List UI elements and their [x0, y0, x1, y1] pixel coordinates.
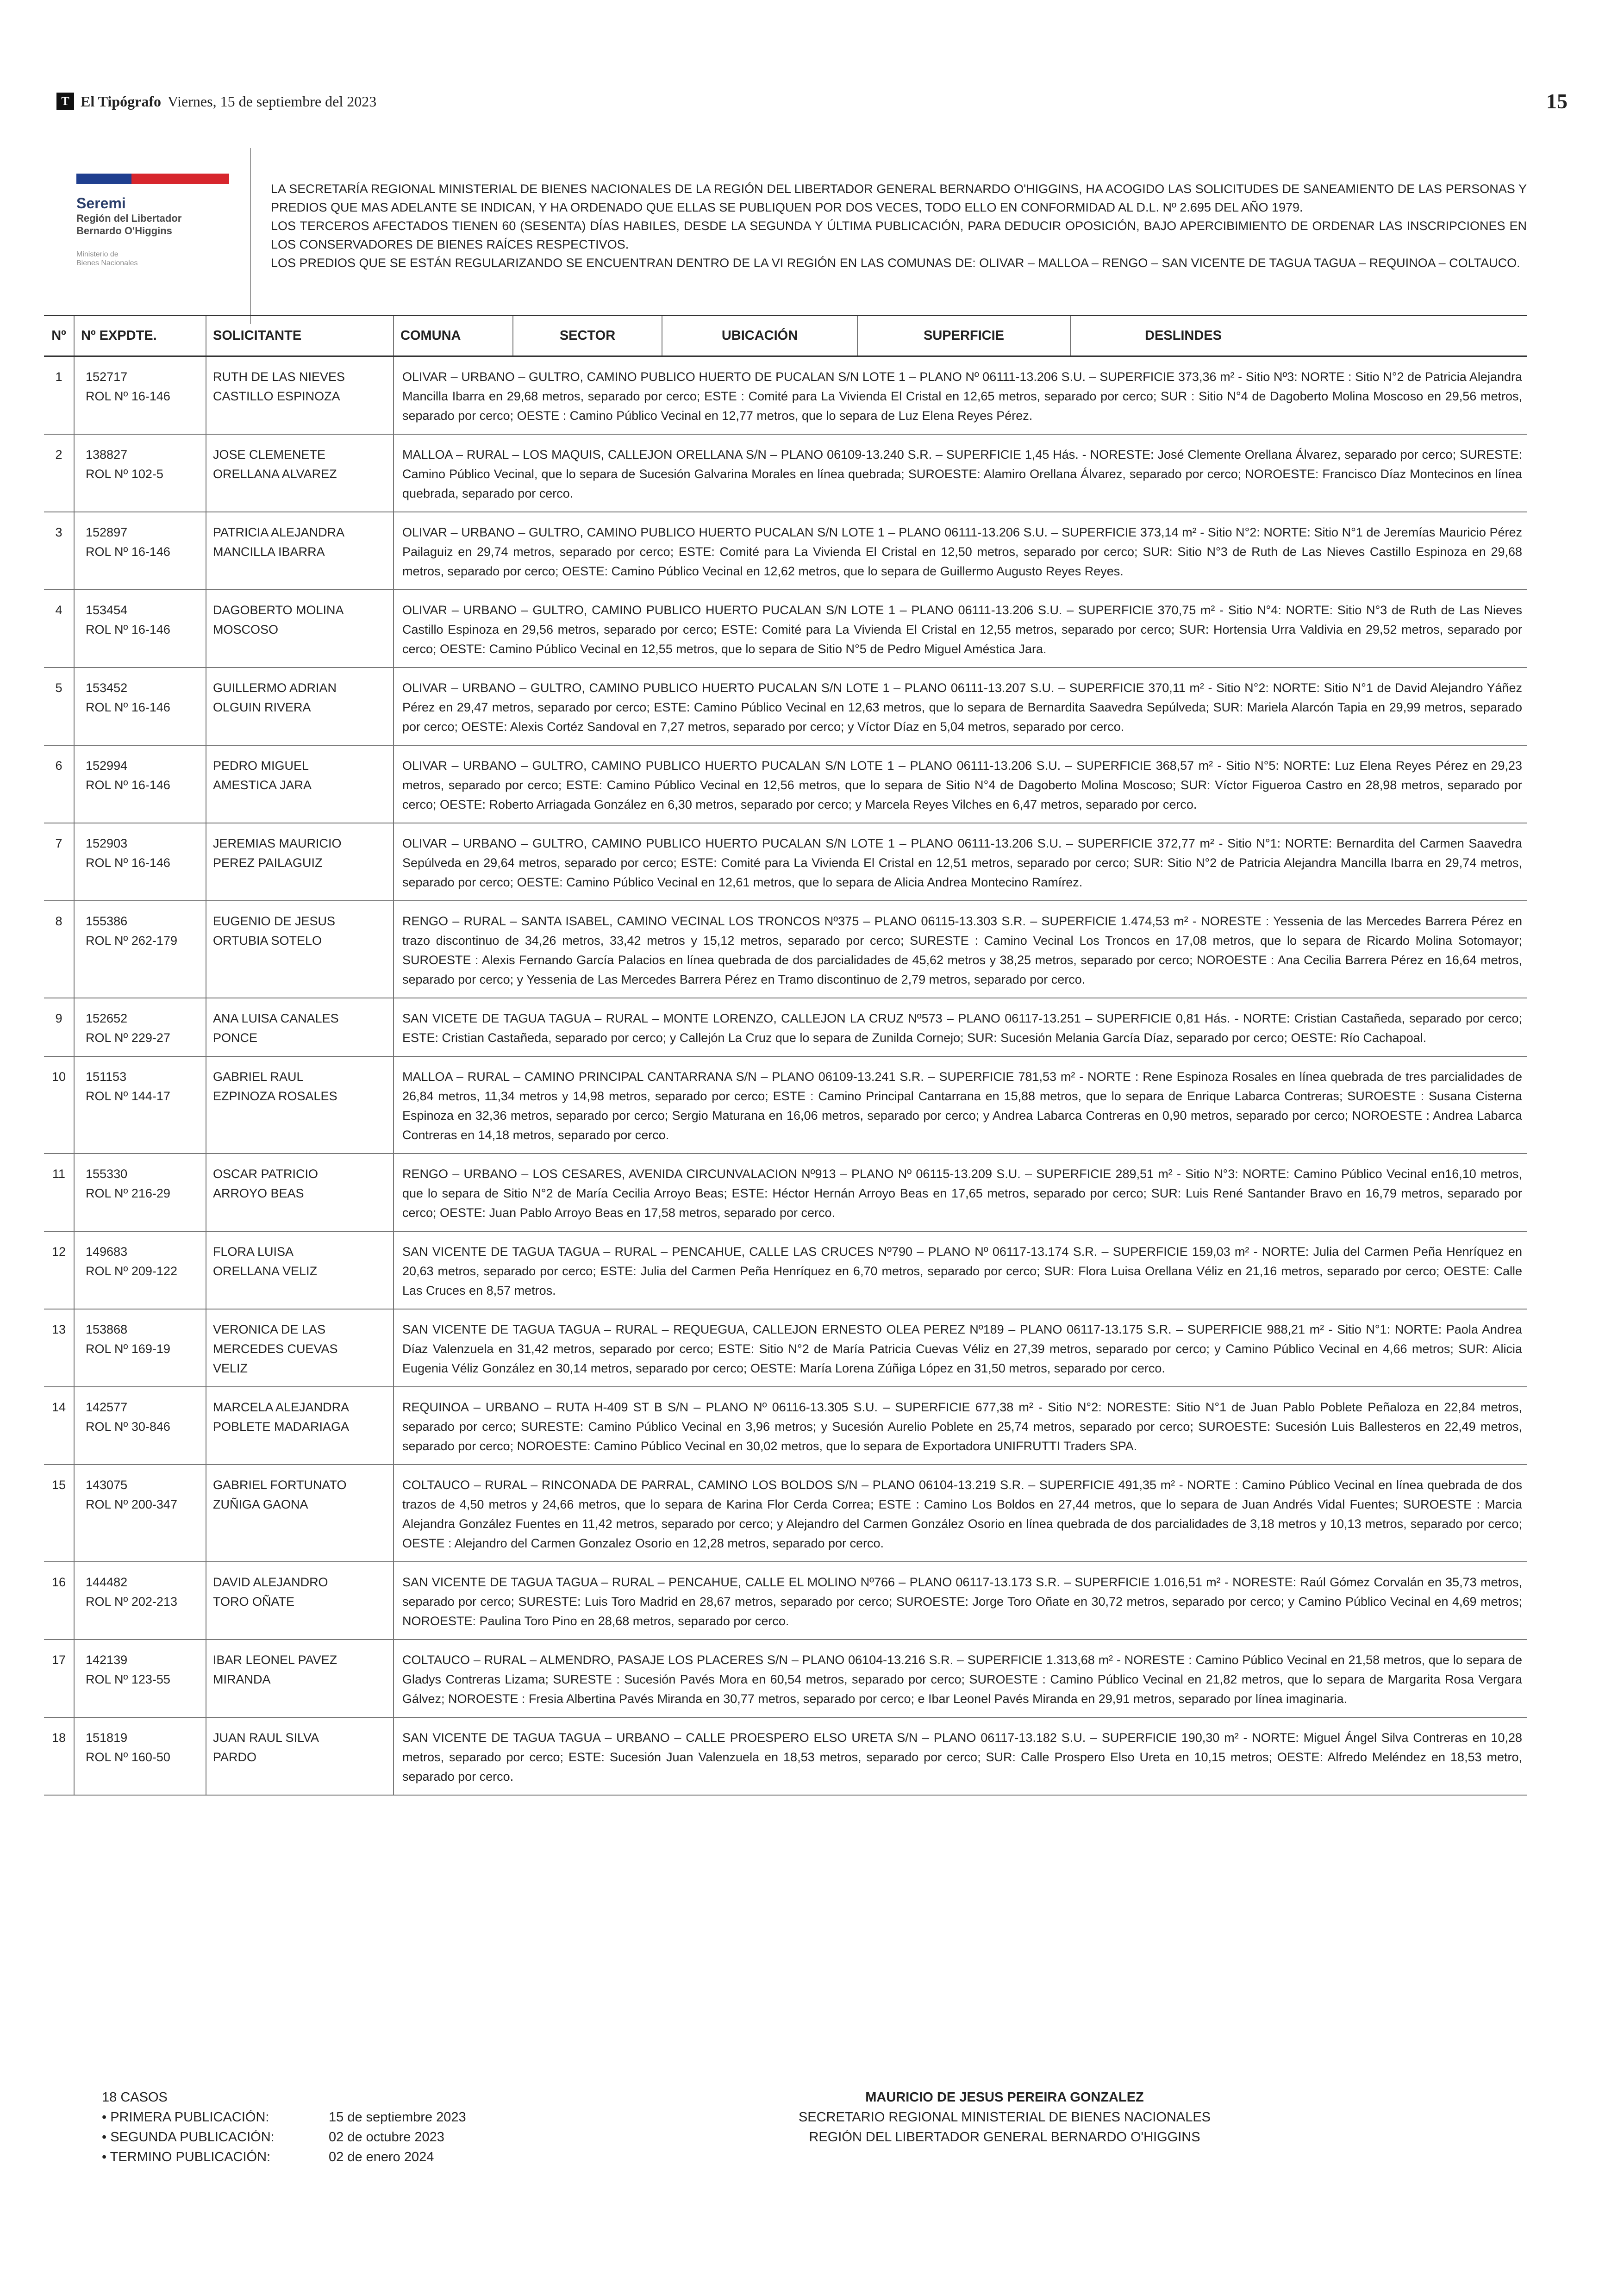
solicitante-line-2: PARDO: [213, 1750, 257, 1764]
solicitante-line-2: TORO OÑATE: [213, 1595, 295, 1609]
table-row: [44, 1640, 1527, 1717]
expediente-number: 152903: [86, 836, 128, 850]
column-header-comuna: COMUNA: [394, 316, 513, 356]
solicitante-line-1: VERONICA DE LAS: [213, 1322, 326, 1336]
solicitante-line-2: MOSCOSO: [213, 623, 279, 636]
expediente-cell: [74, 998, 206, 1056]
expediente-cell: [74, 1231, 206, 1309]
table-row: [44, 434, 1527, 512]
column-header-sector: SECTOR: [513, 316, 662, 356]
expediente-cell: [74, 590, 206, 667]
row-number: 11: [44, 1154, 74, 1231]
row-number: 15: [44, 1465, 74, 1562]
solicitante-cell: [206, 1309, 394, 1387]
table-row: [44, 1231, 1527, 1309]
notice-text: [271, 180, 1527, 272]
records-table: [44, 315, 1527, 1796]
rol-number: ROL Nº 144-17: [86, 1089, 170, 1103]
solicitante-line-1: PEDRO MIGUEL: [213, 759, 309, 773]
solicitante-line-2: EZPINOZA ROSALES: [213, 1089, 337, 1103]
property-description: SAN VICENTE DE TAGUA TAGUA – RURAL – REQUEGUA, CALLEJON ERNESTO OLEA PEREZ Nº189 – PLANO 06117-13.175 S.R. – SUPERFICIE 988,21 m² - Sitio N°1: NORTE: Paola Andrea Díaz Valenzuela en 31,42 metros, separado por cerco; ESTE: Sitio N°2 de María Patricia Cuevas Véliz en 27,39 metros, separado por cerco; y Camino Público Vecinal en 4,66 metros; SUR: Alicia Eugenia Véliz González en 30,14 metros, separado por cerco; OESTE: María Lorena Zúñiga López en 31,50 metros, separado por cerco.: [394, 1309, 1527, 1387]
rol-number: ROL Nº 169-19: [86, 1342, 170, 1356]
row-number: 5: [44, 667, 74, 745]
publication-schedule: [102, 2088, 466, 2167]
solicitante-line-2: OLGUIN RIVERA: [213, 700, 311, 714]
solicitante-cell: [206, 1231, 394, 1309]
cases-count: 18 CASOS: [102, 2090, 168, 2105]
flag-bar-icon: [76, 174, 229, 184]
rol-number: ROL Nº 209-122: [86, 1264, 177, 1278]
column-header-exp: Nº EXPDTE.: [74, 316, 206, 356]
row-number: 14: [44, 1387, 74, 1465]
rol-number: ROL Nº 160-50: [86, 1750, 170, 1764]
expediente-number: 153868: [86, 1322, 128, 1336]
solicitante-line-2: ORELLANA ALVAREZ: [213, 467, 337, 481]
expediente-number: 155330: [86, 1167, 128, 1181]
expediente-cell: [74, 901, 206, 998]
expediente-cell: [74, 667, 206, 745]
row-number: 13: [44, 1309, 74, 1387]
solicitante-line-2: AMESTICA JARA: [213, 778, 312, 792]
property-description: OLIVAR – URBANO – GULTRO, CAMINO PUBLICO HUERTO PUCALAN S/N LOTE 1 – PLANO 06111-13.206 S.U. – SUPERFICIE 373,14 m² - Sitio N°2: NORTE: Sitio N°1 de Jeremías Mauricio Pérez Pailaguiz en 29,74 metros, separado por cerco; ESTE: Comité para La Vivienda El Cristal en 12,50 metros, separado por cerco; SUR: Sitio N°3 de Ruth de Las Nieves Castillo Espinoza en 29,68 metros, separado por cerco; OESTE: Camino Público Vecinal en 12,62 metros, que lo separa de Guillermo Augusto Reyes Reyes.: [394, 512, 1527, 590]
row-number: 8: [44, 901, 74, 998]
signer-region: REGIÓN DEL LIBERTADOR GENERAL BERNARDO O'HIGGINS: [809, 2130, 1200, 2145]
table-row: [44, 823, 1527, 901]
solicitante-line-1: JUAN RAUL SILVA: [213, 1731, 319, 1745]
solicitante-cell: [206, 667, 394, 745]
expediente-cell: [74, 512, 206, 590]
solicitante-cell: [206, 434, 394, 512]
property-description: COLTAUCO – RURAL – RINCONADA DE PARRAL, CAMINO LOS BOLDOS S/N – PLANO 06104-13.219 S.R. – SUPERFICIE 491,35 m² - NORTE : Camino Público Vecinal en línea quebrada de dos trazos de 4,50 metros y 24,66 metros, que lo separa de Karina Flor Cerda Correa; ESTE : Camino Los Boldos en 27,44 metros, que lo separa de Juan Andrés Vidal Fuentes; SUROESTE : Marcia Alejandra González Fuentes en 11,42 metros, separado por cerco; y Alejandro del Carmen González Osorio en línea quebrada de dos parcialidades de 3,18 metros y 10,13 metros, separado por cerco; OESTE : Alejandro del Carmen Gonzalez Osorio en 12,28 metros, separado por cerco.: [394, 1465, 1527, 1562]
expediente-cell: [74, 1717, 206, 1795]
solicitante-line-1: GABRIEL FORTUNATO: [213, 1478, 347, 1492]
table-header-row: [44, 316, 1527, 356]
property-description: SAN VICENTE DE TAGUA TAGUA – RURAL – PENCAHUE, CALLE LAS CRUCES Nº790 – PLANO Nº 06117-13.174 S.R. – SUPERFICIE 159,03 m² - NORTE: Julia del Carmen Peña Henríquez en 20,63 metros, separado por cerco; ESTE: Julia del Carmen Peña Henríquez en 6,70 metros, separado por cerco; SUR: Flora Luisa Orellana Véliz en 21,16 metros, separado por cerco; OESTE: Calle Las Cruces en 8,57 metros.: [394, 1231, 1527, 1309]
expediente-cell: [74, 1056, 206, 1154]
seremi-logo: [76, 174, 229, 294]
masthead: [56, 93, 376, 110]
property-description: SAN VICETE DE TAGUA TAGUA – RURAL – MONTE LORENZO, CALLEJON LA CRUZ Nº573 – PLANO 06117-13.251 – SUPERFICIE 0,81 Hás. - NORTE: Cristian Castañeda, separado por cerco; ESTE: Cristian Castañeda, separado por cerco; y Callejón La Cruz que lo separa de Zunilda Cornejo; SUR: Sucesión Melania García Díaz, separado por cerco; OESTE: Río Cachapoal.: [394, 998, 1527, 1056]
solicitante-cell: [206, 823, 394, 901]
solicitante-line-2: PEREZ PAILAGUIZ: [213, 856, 323, 870]
property-description: RENGO – URBANO – LOS CESARES, AVENIDA CIRCUNVALACION Nº913 – PLANO Nº 06115-13.209 S.U. – SUPERFICIE 289,51 m² - Sitio N°3: NORTE: Camino Público Vecinal en16,10 metros, que lo separa de Sitio N°2 de María Cecilia Arroyo Beas; ESTE: Héctor Hernán Arroyo Beas en 17,65 metros, separado por cerco; SUR: Luis René Santander Bravo en 16,79 metros, separado por cerco; OESTE: Juan Pablo Arroyo Beas en 17,58 metros, separado por cerco.: [394, 1154, 1527, 1231]
newspaper-logo-icon: T: [56, 93, 74, 110]
property-description: SAN VICENTE DE TAGUA TAGUA – RURAL – PENCAHUE, CALLE EL MOLINO Nº766 – PLANO 06117-13.173 S.R. – SUPERFICIE 1.016,51 m² - NORESTE: Raúl Gómez Corvalán en 35,73 metros, separado por cerco; SURESTE: Luis Toro Madrid en 28,67 metros, separado por cerco; SUROESTE: Jorge Toro Oñate en 30,72 metros, separado por cerco; y Camino Público Vecinal en 4,69 metros; NOROESTE: Paulina Toro Pino en 28,68 metros, separado por cerco.: [394, 1562, 1527, 1640]
logo-ministry-line2: Bienes Nacionales: [76, 259, 138, 267]
row-number: 9: [44, 998, 74, 1056]
solicitante-cell: [206, 356, 394, 435]
logo-region-line1: Región del Libertador: [76, 212, 182, 224]
property-description: OLIVAR – URBANO – GULTRO, CAMINO PUBLICO HUERTO PUCALAN S/N LOTE 1 – PLANO 06111-13.206 S.U. – SUPERFICIE 368,57 m² - Sitio N°5: NORTE: Luz Elena Reyes Pérez en 29,23 metros, separado por cerco; ESTE: Camino Público Vecinal en 12,56 metros, que lo separa de Sitio N°4 de Dagoberto Molina Moscoso; SUR: Víctor Figueroa Castro en 28,98 metros, separado por cerco; OESTE: Roberto Arriagada González en 6,30 metros, separado por cerco; y Marcela Reyes Vilches en 6,47 metros, separado por cerco.: [394, 745, 1527, 823]
signer-name: MAURICIO DE JESUS PEREIRA GONZALEZ: [865, 2090, 1144, 2105]
row-number: 17: [44, 1640, 74, 1717]
solicitante-line-2: ZUÑIGA GAONA: [213, 1497, 308, 1511]
rol-number: ROL Nº 16-146: [86, 700, 170, 714]
expediente-cell: [74, 1465, 206, 1562]
table-row: [44, 998, 1527, 1056]
rol-number: ROL Nº 200-347: [86, 1497, 177, 1511]
rol-number: ROL Nº 123-55: [86, 1672, 170, 1686]
second-publication: [102, 2127, 466, 2147]
end-publication-label: • TERMINO PUBLICACIÓN:: [102, 2150, 271, 2164]
solicitante-cell: [206, 1387, 394, 1465]
rol-number: ROL Nº 16-146: [86, 389, 170, 403]
table-body: [44, 356, 1527, 1796]
expediente-number: 151153: [86, 1070, 127, 1084]
expediente-number: 151819: [86, 1731, 128, 1745]
signer-title: SECRETARIO REGIONAL MINISTERIAL DE BIENES NACIONALES: [798, 2110, 1211, 2125]
expediente-number: 153452: [86, 681, 128, 695]
solicitante-line-1: OSCAR PATRICIO: [213, 1167, 319, 1181]
rol-number: ROL Nº 16-146: [86, 545, 170, 559]
expediente-number: 155386: [86, 914, 128, 928]
solicitante-cell: [206, 998, 394, 1056]
solicitante-cell: [206, 901, 394, 998]
table-row: [44, 901, 1527, 998]
column-header-num: Nº: [44, 316, 74, 356]
table-row: [44, 1465, 1527, 1562]
table-row: [44, 1056, 1527, 1154]
rol-number: ROL Nº 202-213: [86, 1595, 177, 1609]
first-publication-label: • PRIMERA PUBLICACIÓN:: [102, 2110, 269, 2125]
expediente-number: 142139: [86, 1653, 128, 1667]
publication-date: Viernes, 15 de septiembre del 2023: [167, 93, 377, 110]
table-row: [44, 1309, 1527, 1387]
expediente-cell: [74, 1387, 206, 1465]
rol-number: ROL Nº 216-29: [86, 1186, 170, 1200]
row-number: 4: [44, 590, 74, 667]
solicitante-line-1: FLORA LUISA: [213, 1245, 294, 1259]
solicitante-line-1: PATRICIA ALEJANDRA: [213, 525, 345, 539]
rol-number: ROL Nº 30-846: [86, 1420, 170, 1434]
expediente-number: 142577: [86, 1400, 128, 1414]
solicitante-cell: [206, 1056, 394, 1154]
expediente-cell: [74, 356, 206, 435]
property-description: OLIVAR – URBANO – GULTRO, CAMINO PUBLICO HUERTO DE PUCALAN S/N LOTE 1 – PLANO Nº 06111-13.206 S.U. – SUPERFICIE 373,36 m² - Sitio Nº3: NORTE : Sitio N°2 de Patricia Alejandra Mancilla Ibarra en 29,68 metros, separado por cerco; ESTE : Comité para La Vivienda El Cristal en 12,65 metros, separado por cerco; SUR : Sitio N°4 de Dagoberto Molina Moscoso en 29,56 metros, separado por cerco; OESTE : Camino Público Vecinal en 12,77 metros, que lo separa de Luz Elena Reyes Pérez.: [394, 356, 1527, 435]
solicitante-line-2: CASTILLO ESPINOZA: [213, 389, 340, 403]
publication-name: El Tipógrafo: [81, 93, 161, 110]
solicitante-line-3: VELIZ: [213, 1361, 248, 1375]
solicitante-line-1: GUILLERMO ADRIAN: [213, 681, 337, 695]
expediente-number: 143075: [86, 1478, 128, 1492]
second-publication-label: • SEGUNDA PUBLICACIÓN:: [102, 2130, 275, 2145]
solicitante-line-2: MERCEDES CUEVAS: [213, 1342, 338, 1356]
row-number: 2: [44, 434, 74, 512]
expediente-cell: [74, 1154, 206, 1231]
solicitante-line-2: ORTUBIA SOTELO: [213, 934, 322, 948]
row-number: 6: [44, 745, 74, 823]
table-row: [44, 667, 1527, 745]
second-publication-date: 02 de octubre 2023: [329, 2130, 444, 2145]
logo-org: Seremi: [76, 195, 126, 212]
first-publication: [102, 2108, 466, 2127]
expediente-cell: [74, 1309, 206, 1387]
table-row: [44, 1717, 1527, 1795]
property-description: OLIVAR – URBANO – GULTRO, CAMINO PUBLICO HUERTO PUCALAN S/N LOTE 1 – PLANO 06111-13.206 S.U. – SUPERFICIE 370,75 m² - Sitio N°4: NORTE: Sitio N°3 de Ruth de Las Nieves Castillo Espinoza en 29,56 metros, separado por cerco; ESTE: Comité para La Vivienda El Cristal en 12,55 metros, separado por cerco; SUR: Hortensia Urra Valdivia en 29,52 metros, separado por cerco; OESTE: Camino Público Vecinal en 12,55 metros, que lo separa de Sitio N°5 de Pedro Miguel Améstica Jara.: [394, 590, 1527, 667]
solicitante-cell: [206, 1562, 394, 1640]
solicitante-line-2: POBLETE MADARIAGA: [213, 1420, 350, 1434]
solicitante-line-1: DAVID ALEJANDRO: [213, 1575, 328, 1589]
solicitante-line-1: EUGENIO DE JESUS: [213, 914, 336, 928]
table-row: [44, 745, 1527, 823]
row-number: 12: [44, 1231, 74, 1309]
expediente-number: 138827: [86, 448, 128, 461]
notice-paragraph-2: LOS TERCEROS AFECTADOS TIENEN 60 (SESENTA) DÍAS HABILES, DESDE LA SEGUNDA Y ÚLTIMA PUBLICACIÓN, PARA DEDUCIR OPOSICIÓN, BAJO APERCIBIMIENTO DE ORDENAR LAS INSCRIPCIONES EN LOS CONSERVADORES DE BIENES RAÍCES RESPECTIVOS.: [271, 219, 1527, 251]
solicitante-line-1: ANA LUISA CANALES: [213, 1011, 339, 1025]
solicitante-cell: [206, 512, 394, 590]
divider: [250, 148, 251, 324]
property-description: OLIVAR – URBANO – GULTRO, CAMINO PUBLICO HUERTO PUCALAN S/N LOTE 1 – PLANO 06111-13.207 S.U. – SUPERFICIE 370,11 m² - Sitio N°2: NORTE: Sitio N°1 de David Alejandro Yáñez Pérez en 29,47 metros, separado por cerco; ESTE: Camino Público Vecinal en 12,63 metros, que lo separa de Bernardita Saavedra Sepúlveda; SUR: Mariela Alarcón Tapia en 29,99 metros, separado por cerco; OESTE: Alexis Cortéz Sandoval en 7,27 metros, separado por cerco; y Víctor Díaz en 5,04 metros, separado por cerco.: [394, 667, 1527, 745]
solicitante-line-2: ORELLANA VELIZ: [213, 1264, 318, 1278]
row-number: 3: [44, 512, 74, 590]
expediente-cell: [74, 745, 206, 823]
page-number: 15: [1546, 89, 1568, 113]
column-header-solicitante: SOLICITANTE: [206, 316, 394, 356]
expediente-number: 152717: [86, 370, 128, 384]
rol-number: ROL Nº 262-179: [86, 934, 177, 948]
row-number: 18: [44, 1717, 74, 1795]
solicitante-line-1: JOSE CLEMENETE: [213, 448, 326, 461]
column-header-deslindes: DESLINDES: [1070, 316, 1527, 356]
end-publication: [102, 2147, 466, 2167]
solicitante-line-2: MIRANDA: [213, 1672, 271, 1686]
solicitante-line-1: IBAR LEONEL PAVEZ: [213, 1653, 337, 1667]
solicitante-line-1: MARCELA ALEJANDRA: [213, 1400, 350, 1414]
expediente-cell: [74, 1640, 206, 1717]
solicitante-line-2: ARROYO BEAS: [213, 1186, 304, 1200]
expediente-number: 153454: [86, 603, 128, 617]
row-number: 1: [44, 356, 74, 435]
column-header-superficie: SUPERFICIE: [857, 316, 1070, 356]
property-description: SAN VICENTE DE TAGUA TAGUA – URBANO – CALLE PROESPERO ELSO URETA S/N – PLANO 06117-13.182 S.U. – SUPERFICIE 190,30 m² - NORTE: Miguel Ángel Silva Contreras en 10,28 metros, separado por cerco; ESTE: Sucesión Juan Valenzuela en 18,53 metros, separado por cerco; SUR: Calle Prospero Elso Ureta en 10,15 metros; OESTE: Alfredo Meléndez en 18,53 metro, separado por cerco.: [394, 1717, 1527, 1795]
rol-number: ROL Nº 229-27: [86, 1031, 170, 1045]
end-publication-date: 02 de enero 2024: [329, 2150, 434, 2164]
row-number: 10: [44, 1056, 74, 1154]
column-header-ubicacion: UBICACIÓN: [662, 316, 857, 356]
table-row: [44, 1562, 1527, 1640]
solicitante-cell: [206, 1154, 394, 1231]
solicitante-line-1: RUTH DE LAS NIEVES: [213, 370, 345, 384]
solicitante-line-2: MANCILLA IBARRA: [213, 545, 325, 559]
first-publication-date: 15 de septiembre 2023: [329, 2110, 466, 2125]
property-description: COLTAUCO – RURAL – ALMENDRO, PASAJE LOS PLACERES S/N – PLANO 06104-13.216 S.R. – SUPERFICIE 1.313,68 m² - NORESTE : Camino Público Vecinal en 21,58 metros, que lo separa de Gladys Contreras Lizama; SURESTE : Sucesión Pavés Mora en 60,54 metros, separado por cerco; SUROESTE : Camino Público Vecinal en 21,82 metros, que lo separa de Margarita Rosa Vergara Gálvez; NOROESTE : Fresia Albertina Pavés Miranda en 30,77 metros, separado por cerco; e Ibar Leonel Pavés Miranda en 29,91 metros, separado por línea imaginaria.: [394, 1640, 1527, 1717]
expediente-cell: [74, 434, 206, 512]
rol-number: ROL Nº 16-146: [86, 778, 170, 792]
solicitante-line-2: PONCE: [213, 1031, 258, 1045]
property-description: OLIVAR – URBANO – GULTRO, CAMINO PUBLICO HUERTO PUCALAN S/N LOTE 1 – PLANO 06111-13.206 S.U. – SUPERFICIE 372,77 m² - Sitio N°1: NORTE: Bernardita del Carmen Saavedra Sepúlveda en 29,64 metros, separado por cerco; ESTE: Comité para La Vivienda El Cristal en 12,51 metros, separado por cerco; SUR: Sitio N°2 de Patricia Alejandra Mancilla Ibarra en 29,74 metros, separado por cerco; OESTE: Camino Público Vecinal en 12,61 metros, que lo separa de Alicia Andrea Montecino Ramírez.: [394, 823, 1527, 901]
page-header: [56, 89, 1568, 120]
solicitante-cell: [206, 745, 394, 823]
logo-ministry-line1: Ministerio de: [76, 250, 119, 258]
property-description: MALLOA – RURAL – CAMINO PRINCIPAL CANTARRANA S/N – PLANO 06109-13.241 S.R. – SUPERFICIE 781,53 m² - NORTE : Rene Espinoza Rosales en línea quebrada de tres parcialidades de 26,84 metros, 11,34 metros y 14,98 metros, separado por cerco; ESTE : Camino Principal Cantarrana en 15,88 metros, que lo separa de Enrique Labarca Contreras; SUROESTE : Susana Cisterna Espinoza en 32,36 metros, separado por cerco; Sergio Maturana en 16,06 metros, separado por cerco; y Andrea Labarca Contreras en 0,90 metros, separado por cerco; NOROESTE : Andrea Labarca Contreras en 14,18 metros, separado por cerco.: [394, 1056, 1527, 1154]
solicitante-cell: [206, 1640, 394, 1717]
expediente-number: 144482: [86, 1575, 128, 1589]
signature-block: [750, 2088, 1259, 2147]
solicitante-cell: [206, 1465, 394, 1562]
solicitante-cell: [206, 590, 394, 667]
table-row: [44, 356, 1527, 435]
row-number: 16: [44, 1562, 74, 1640]
property-description: RENGO – RURAL – SANTA ISABEL, CAMINO VECINAL LOS TRONCOS Nº375 – PLANO 06115-13.303 S.R. – SUPERFICIE 1.474,53 m² - NORESTE : Yessenia de las Mercedes Barrera Pérez en trazo discontinuo de 34,26 metros, 33,42 metros y 15,12 metros, separado por cerco; SURESTE : Camino Vecinal Los Troncos en 17,08 metros, que lo separa de Ricardo Molina Sotomayor; SUROESTE : Alexis Fernando García Palacios en línea quebrada de dos parcialidades de 45,62 metros y 38,25 metros, separado por cerco; NOROESTE : Ana Cecilia Barrera Pérez en 16,64 metros, separado por cerco; y Yessenia de Las Mercedes Barrera Pérez en Tramo discontinuo de 2,79 metros, separado por cerco.: [394, 901, 1527, 998]
table-row: [44, 1154, 1527, 1231]
expediente-cell: [74, 1562, 206, 1640]
table-row: [44, 1387, 1527, 1465]
row-number: 7: [44, 823, 74, 901]
rol-number: ROL Nº 16-146: [86, 623, 170, 636]
table-row: [44, 590, 1527, 667]
solicitante-line-1: JEREMIAS MAURICIO: [213, 836, 342, 850]
solicitante-cell: [206, 1717, 394, 1795]
property-description: REQUINOA – URBANO – RUTA H-409 ST B S/N – PLANO Nº 06116-13.305 S.U. – SUPERFICIE 677,38 m² - Sitio N°2: NORESTE: Sitio N°1 de Juan Pablo Poblete Peñaloza en 22,84 metros, separado por cerco; SURESTE: Camino Público Vecinal en 3,96 metros; y Sucesión Aurelio Poblete en 25,74 metros, separado por cerco; SUROESTE: Sucesión Luis Ballesteros en 22,49 metros, separado por cerco; NOROESTE: Camino Público Vecinal en 30,02 metros, que lo separa de Exportadora UNIFRUTTI Traders SPA.: [394, 1387, 1527, 1465]
rol-number: ROL Nº 16-146: [86, 856, 170, 870]
expediente-number: 152897: [86, 525, 128, 539]
expediente-number: 152994: [86, 759, 128, 773]
expediente-number: 152652: [86, 1011, 128, 1025]
table-row: [44, 512, 1527, 590]
expediente-number: 149683: [86, 1245, 128, 1259]
expediente-cell: [74, 823, 206, 901]
rol-number: ROL Nº 102-5: [86, 467, 163, 481]
property-description: MALLOA – RURAL – LOS MAQUIS, CALLEJON ORELLANA S/N – PLANO 06109-13.240 S.R. – SUPERFICIE 1,45 Hás. - NORESTE: José Clemente Orellana Álvarez, separado por cerco; SURESTE: Camino Público Vecinal, que lo separa de Sucesión Galvarina Morales en línea quebrada; SUROESTE: Alamiro Orellana Álvarez, separado por cerco; NOROESTE: Francisco Díaz Montecinos en línea quebrada, separado por cerco.: [394, 434, 1527, 512]
notice-paragraph-1: LA SECRETARÍA REGIONAL MINISTERIAL DE BIENES NACIONALES DE LA REGIÓN DEL LIBERTADOR GENERAL BERNARDO O'HIGGINS, HA ACOGIDO LAS SOLICITUDES DE SANEAMIENTO DE LAS PERSONAS Y PREDIOS QUE MAS ADELANTE SE INDICAN, Y HA ORDENADO QUE ELLAS SE PUBLIQUEN POR DOS VECES, TODO ELLO EN CONFORMIDAD AL D.L. Nº 2.695 DEL AÑO 1979.: [271, 182, 1527, 214]
solicitante-line-1: DAGOBERTO MOLINA: [213, 603, 344, 617]
logo-region-line2: Bernardo O'Higgins: [76, 225, 172, 237]
notice-paragraph-3: LOS PREDIOS QUE SE ESTÁN REGULARIZANDO SE ENCUENTRAN DENTRO DE LA VI REGIÓN EN LAS COMUNAS DE: OLIVAR – MALLOA – RENGO – SAN VICENTE DE TAGUA TAGUA – REQUINOA – COLTAUCO.: [271, 256, 1520, 270]
notice-block: [76, 148, 1527, 315]
solicitante-line-1: GABRIEL RAUL: [213, 1070, 304, 1084]
